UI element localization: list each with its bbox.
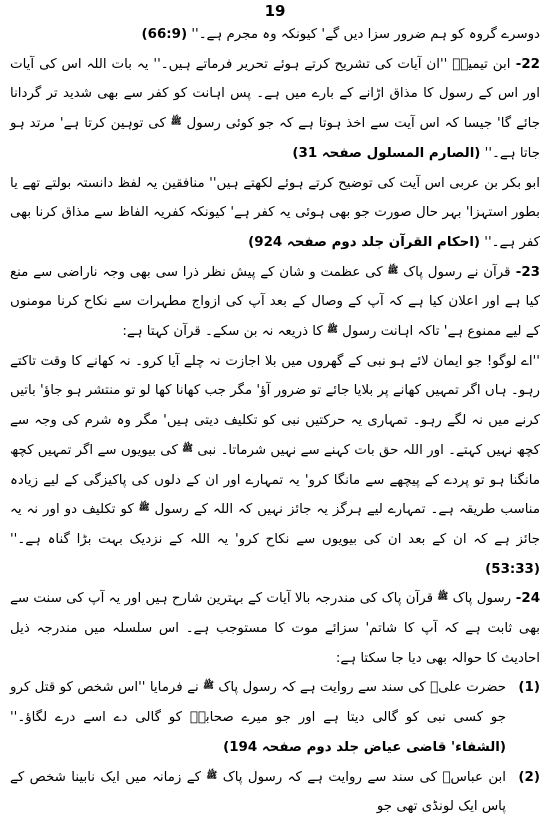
paragraph-text: کے زمانہ میں ایک نابینا شخص کے پاس ایک لونڈی تھی جو	[10, 769, 506, 815]
paragraph-quran-66-9	[10, 20, 540, 50]
salawat-honorific: ﷺ	[327, 325, 338, 336]
paragraph-22	[10, 50, 540, 169]
paragraph-text: قرآن نے رسول پاک	[398, 264, 511, 280]
paragraph-23	[10, 258, 540, 347]
salawat-honorific: ﷺ	[387, 265, 399, 276]
page-number: 19	[264, 2, 286, 20]
paragraph-text: نے فرمایا ''اس شخص کو قتل کرو جو کسی نبی کو گالی دیتا ہے اور جو میرے صحابہؓ کو گالی دے اسے درے لگاؤ۔''	[10, 680, 506, 726]
paragraph-text: کی عظمت و شان کے پیش نظر ذرا سی بھی وجہ ناراضی سے منع کیا ہے اور اعلان کیا ہے کہ آپ کے وصال کے بعد آپ کی ازواج مطہرات سے نکاح کرنا مومنوں کے لیے ممنوع ہے' تاکہ اہانت رسول	[10, 264, 540, 340]
list-text	[10, 763, 506, 822]
paragraph-text: کو تکلیف دو اور نہ یہ جائز ہے کہ ان کے بعد ان کی بیویوں سے نکاح کرو' یہ اللہ کے نزدیک بہت بڑا گناہ ہے۔''	[10, 502, 540, 547]
paragraph-number: 22-	[510, 56, 540, 72]
salawat-honorific: ﷺ	[437, 592, 449, 603]
paragraph-24	[10, 584, 540, 673]
paragraph-number: 23-	[510, 264, 540, 280]
paragraph-text: حضرت علیؓ کی سند سے روایت ہے کہ رسول پاک	[213, 680, 506, 696]
paragraph-text: کی بیویوں سے اگر تمہیں کچھ مانگنا ہو تو پردے کے پیچھے سے مانگا کرو' یہ تمہارے اور ان کے دلوں کی پاکیزگی کے لیے زیادہ مناسب طریقہ ہے۔ تمہارے لیے ہرگز یہ جائز نہیں کہ اللہ کے رسول	[10, 442, 540, 518]
salawat-honorific: ﷺ	[206, 770, 218, 781]
paragraph-text: دوسرے گروہ کو ہم ضرور سزا دیں گے' کیونکہ وہ مجرم ہے۔''	[187, 27, 540, 42]
hadith-list-item	[10, 763, 540, 822]
reference: (الصارم المسلول صفحہ 31)	[292, 145, 481, 161]
paragraph-text: قرآن پاک کی مندرجہ بالا آیات کے بہترین شارح ہیں اور یہ آپ کی سنت سے بھی ثابت ہے کہ آپ کا شاتم' سزائے موت کا مستوجب ہے۔ اس سلسلہ میں مندرجہ ذیل احادیث کا حوالہ بھی دیا جا سکتا ہے:	[10, 591, 540, 666]
salawat-honorific: ﷺ	[138, 503, 150, 514]
salawat-honorific: ﷺ	[203, 681, 214, 692]
list-number: (2)	[518, 769, 540, 785]
paragraph-text: ابن تیمیہؒ ''ان آیات کی تشریح کرتے ہوئے تحریر فرماتے ہیں۔'' یہ بات اللہ اس کی آیات اور اس کے رسول کا مذاق اڑانے کے بارے میں ہے۔ پس اہانت کو کفر سے بھی شدید تر گردانا جائے گا' جیسا کہ اس آیت سے اخذ ہوتا ہے کہ جو کوئی رسول	[10, 56, 540, 132]
paragraph-text: ابن عباسؓ کی سند سے روایت ہے کہ رسول پاک	[217, 769, 506, 785]
hadith-list-item	[10, 673, 540, 762]
paragraph-text: ''اے لوگو! جو ایمان لائے ہو نبی کے گھروں میں بلا اجازت نہ چلے آیا کرو۔ نہ کھانے کا وقت تاکتے رہو۔ ہاں اگر تمہیں کھانے پر بلایا جائے تو ضرور آؤ' مگر جب کھانا کھا لو تو منتشر ہو جاؤ' باتیں کرنے میں نہ لگے رہو۔ تمہاری یہ حرکتیں نبی کو تکلیف دیتی ہیں' مگر وہ شرم کی وجہ سے کچھ نہیں کہتے۔ اور اللہ حق بات کہنے سے نہیں شرماتا۔ نبی	[10, 353, 540, 458]
salawat-honorific: ﷺ	[170, 117, 182, 128]
reference: (الشفاء' قاضی عیاض جلد دوم صفحہ 194)	[223, 739, 506, 755]
list-number: (1)	[518, 680, 540, 696]
page-body	[10, 20, 540, 822]
reference: (66:9)	[141, 27, 188, 42]
paragraph-quran-quote	[10, 347, 540, 585]
paragraph-text: رسول پاک	[448, 591, 512, 607]
paragraph-text: کی توہین کرتا ہے' مرتد ہو جاتا ہے۔''	[10, 116, 540, 161]
paragraph-ibn-arabi	[10, 169, 540, 258]
paragraph-text: کا ذریعہ نہ بن سکے۔ قرآن کہتا ہے:	[122, 324, 328, 340]
salawat-honorific: ﷺ	[182, 443, 194, 454]
paragraph-number: 24-	[511, 591, 541, 607]
reference: (53:33)	[485, 561, 540, 577]
reference: (احکام القرآن جلد دوم صفحہ 924)	[248, 234, 481, 250]
list-text	[10, 673, 506, 762]
paragraph-text: ابو بکر بن عربی اس آیت کی توضیح کرتے ہوئے لکھتے ہیں'' منافقین یہ لفظ دانستہ بولتے تھے یا بطور استہزا' بہر حال صورت جو بھی ہوئی یہ کفر ہے' کیونکہ کفریہ الفاظ سے مذاق کرنا بھی کفر ہے۔''	[10, 175, 540, 250]
